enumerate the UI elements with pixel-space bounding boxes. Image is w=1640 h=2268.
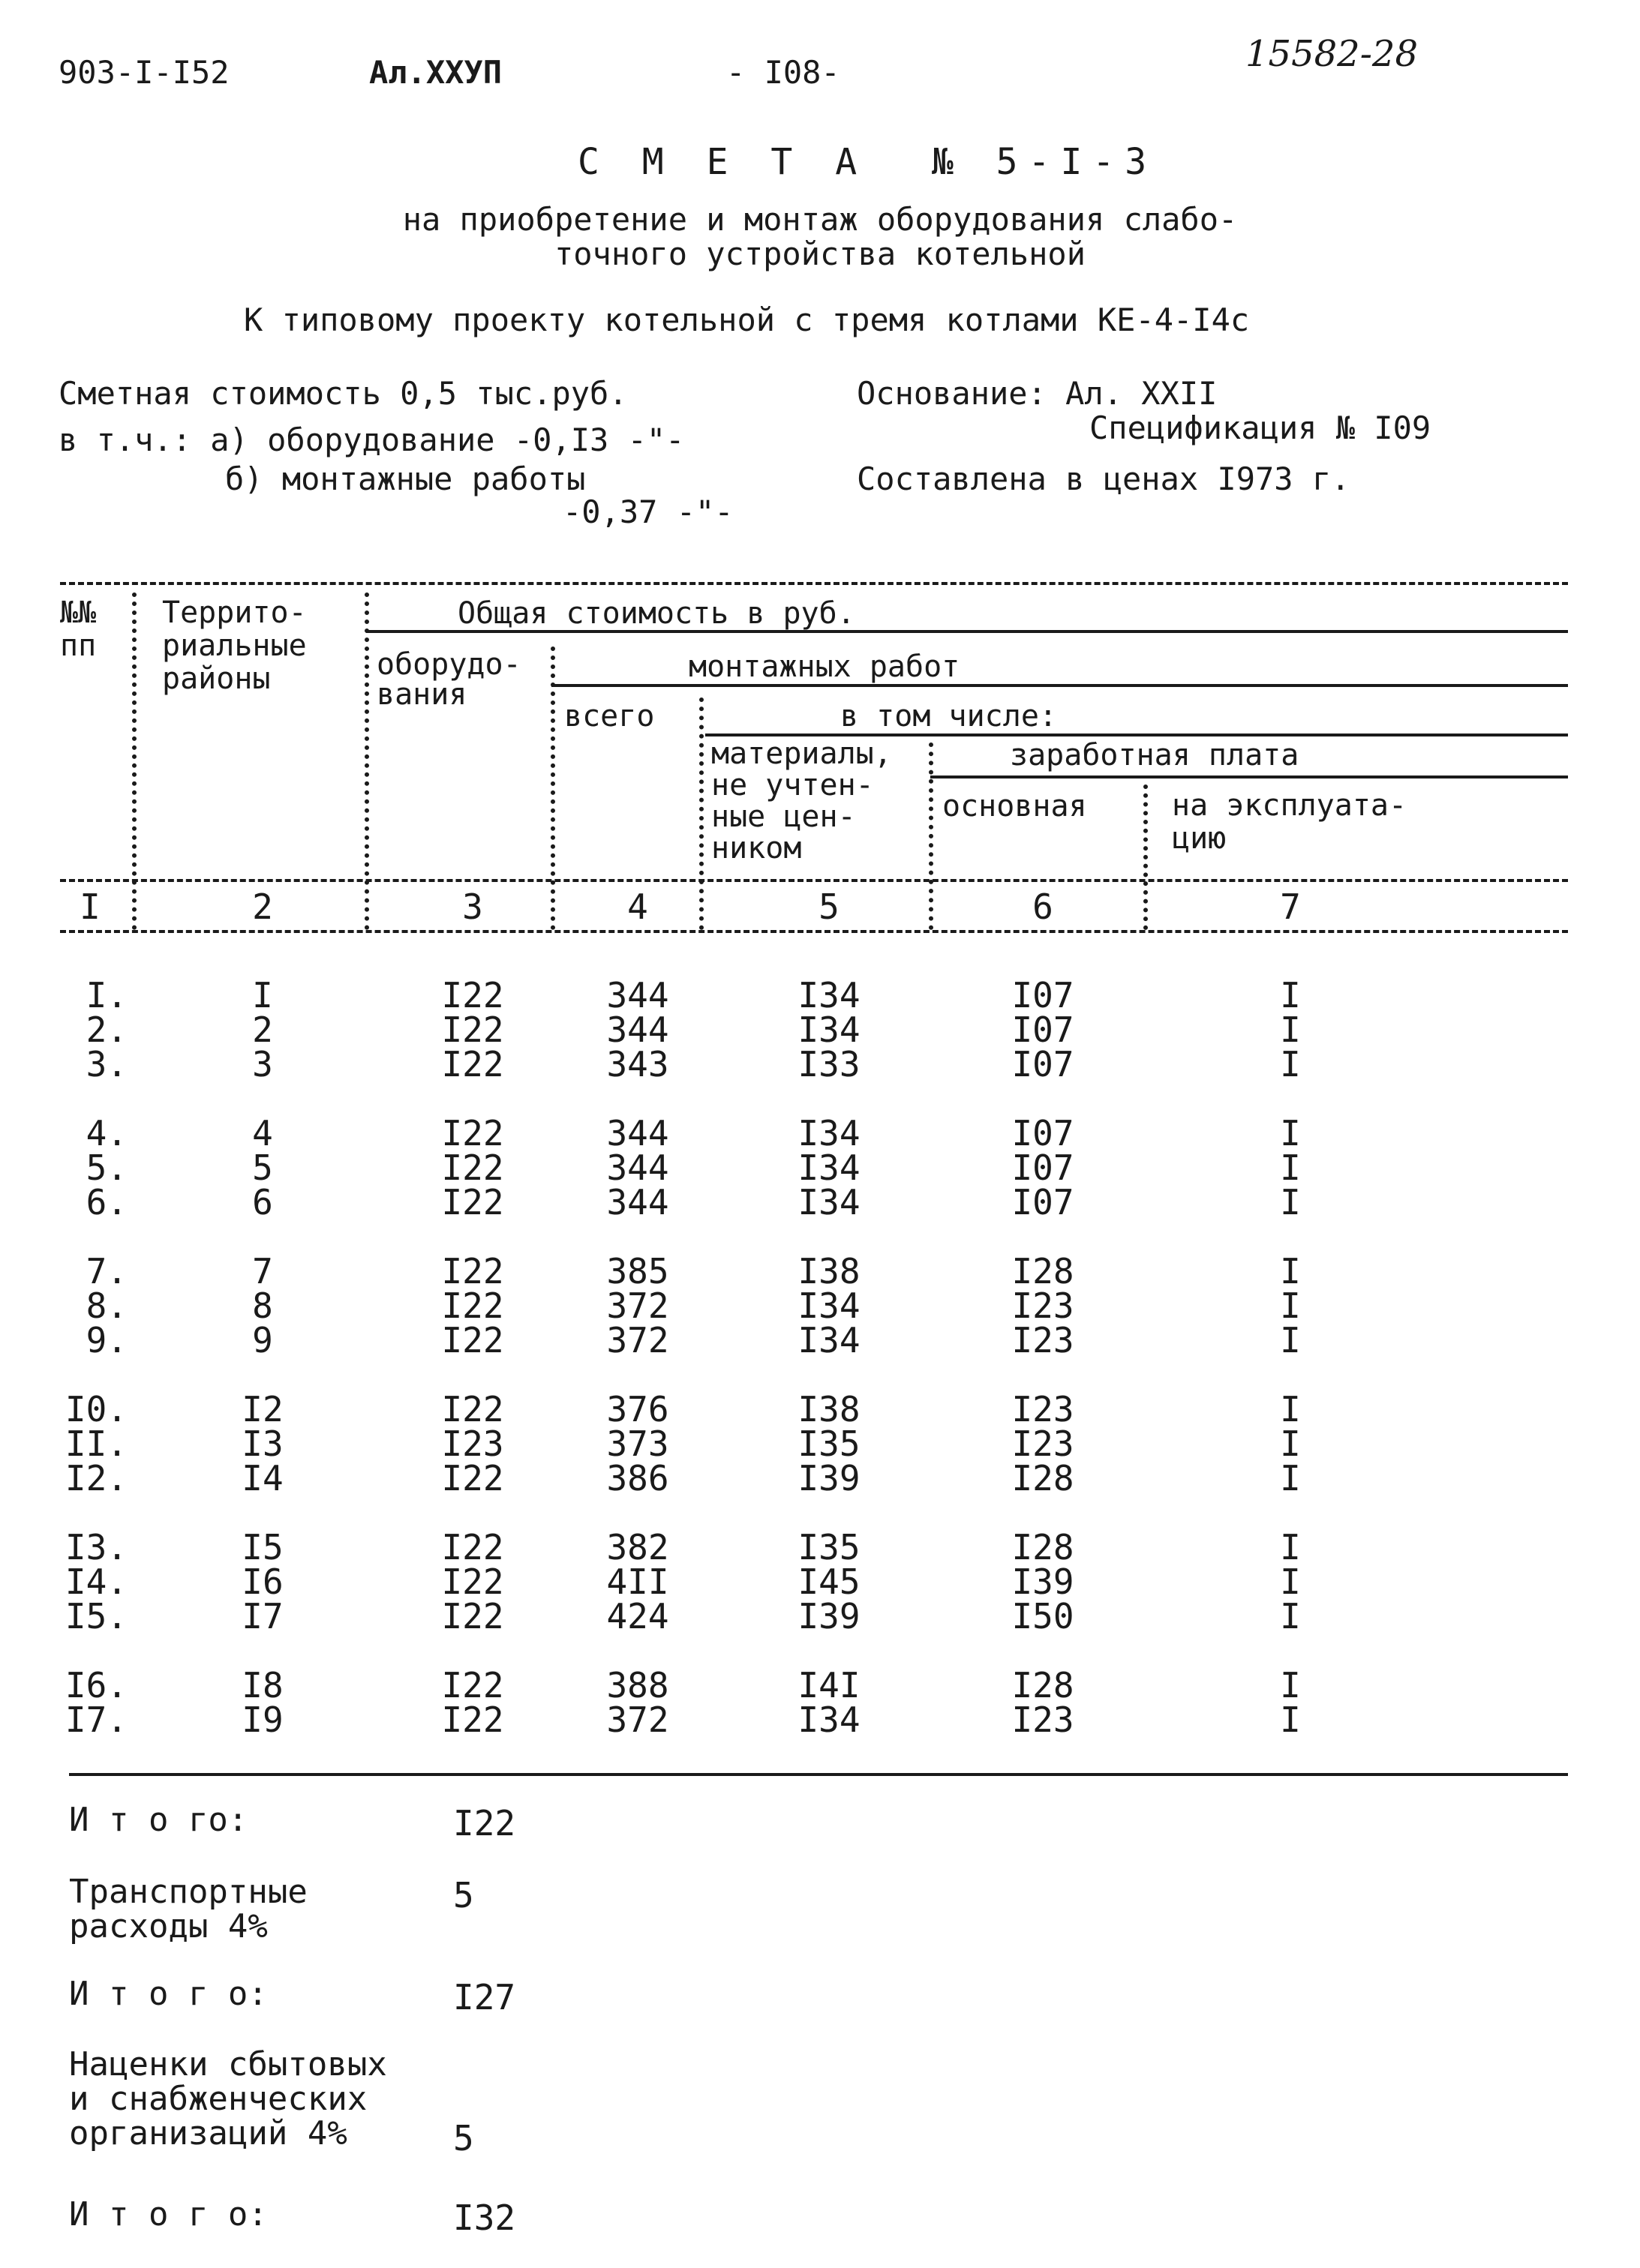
table-cell: I23 <box>1011 1424 1074 1464</box>
table-cell: 385 <box>606 1251 669 1292</box>
table-cell: I23 <box>1011 1320 1074 1360</box>
table-cell: I <box>1280 1562 1301 1602</box>
col-sep-1 <box>132 592 137 930</box>
table-cell: I28 <box>1011 1458 1074 1498</box>
table-cell: I39 <box>797 1596 861 1636</box>
table-cell: I34 <box>797 1320 861 1360</box>
table-cell: I <box>1280 1389 1301 1430</box>
header-rule-4 <box>930 776 1568 778</box>
title-line-2: точного устройства котельной <box>554 236 1086 272</box>
table-cell: I22 <box>441 1665 504 1706</box>
table-cell: 373 <box>606 1424 669 1464</box>
table-cell: 4II <box>606 1562 669 1602</box>
table-cell: 382 <box>606 1527 669 1568</box>
header-bottom-border <box>60 879 1568 882</box>
column-number: 2 <box>252 886 273 927</box>
table-cell: I <box>1280 1251 1301 1292</box>
table-cell: I22 <box>441 1251 504 1292</box>
col-sep-5 <box>929 742 933 930</box>
total-value: 5 <box>453 1875 474 1916</box>
col-sep-3 <box>551 646 555 930</box>
header-wage-operation: на эксплуата- цию <box>1172 788 1407 856</box>
table-cell: I <box>1280 1320 1301 1360</box>
table-cell: I22 <box>441 975 504 1016</box>
table-cell: I5 <box>242 1527 284 1568</box>
table-cell: 2 <box>252 1010 273 1050</box>
table-cell: I7 <box>242 1596 284 1636</box>
table-cell: 343 <box>606 1044 669 1084</box>
table-cell: I33 <box>797 1044 861 1084</box>
table-cell: I22 <box>441 1700 504 1740</box>
table-cell: I <box>1280 1665 1301 1706</box>
table-cell: I <box>1280 975 1301 1016</box>
table-cell: 372 <box>606 1286 669 1326</box>
total-label: И т о г о: <box>69 1975 268 2013</box>
header-region: Террито- риальные районы <box>162 596 307 696</box>
handwritten-number: 15582-28 <box>1245 33 1418 75</box>
table-cell: 344 <box>606 1182 669 1222</box>
table-cell: 388 <box>606 1665 669 1706</box>
table-cell: I28 <box>1011 1527 1074 1568</box>
table-cell: 376 <box>606 1389 669 1430</box>
table-cell: I22 <box>441 1044 504 1084</box>
colnum-bottom-border <box>60 930 1568 933</box>
table-cell: I22 <box>441 1389 504 1430</box>
header-wage-base: основная <box>942 789 1087 824</box>
table-cell: 424 <box>606 1596 669 1636</box>
col-sep-4 <box>699 698 704 930</box>
header-mounting: монтажных работ <box>689 650 960 684</box>
column-number: 7 <box>1280 886 1301 927</box>
table-cell: I <box>1280 1527 1301 1568</box>
table-cell: I <box>1280 1044 1301 1084</box>
table-cell: 9 <box>252 1320 273 1360</box>
table-cell: I4I <box>797 1665 861 1706</box>
table-cell: I28 <box>1011 1251 1074 1292</box>
row-number: I4. <box>65 1562 128 1602</box>
table-cell: I22 <box>441 1596 504 1636</box>
estimated-cost: Сметная стоимость 0,5 тыс.руб. <box>59 375 628 412</box>
project-line: К типовому проекту котельной с тремя котлами КЕ-4-I4с <box>244 302 1250 338</box>
col-sep-2 <box>365 592 369 930</box>
table-cell: 344 <box>606 1010 669 1050</box>
column-number: 3 <box>462 886 483 927</box>
table-cell: I34 <box>797 1286 861 1326</box>
table-cell: 6 <box>252 1182 273 1222</box>
row-number: I2. <box>65 1458 128 1498</box>
table-cell: I22 <box>441 1010 504 1050</box>
table-cell: I22 <box>441 1286 504 1326</box>
total-label: Наценки сбытовых и снабженческих организаций 4% <box>69 2045 387 2152</box>
table-cell: I23 <box>1011 1700 1074 1740</box>
total-label: И т о го: <box>69 1801 248 1839</box>
row-number: I6. <box>65 1665 128 1706</box>
table-cell: I2 <box>242 1389 284 1430</box>
header-materials: материалы, не учтен- ные цен- ником <box>711 736 892 866</box>
total-value: I22 <box>453 1803 516 1844</box>
row-number: 3. <box>86 1044 128 1084</box>
table-cell: I22 <box>441 1458 504 1498</box>
row-number: I5. <box>65 1596 128 1636</box>
table-cell: I28 <box>1011 1665 1074 1706</box>
table-cell: 8 <box>252 1286 273 1326</box>
incl-equipment: в т.ч.: а) оборудование -0,I3 -"- <box>59 422 685 458</box>
table-cell: I34 <box>797 1113 861 1154</box>
table-cell: I22 <box>441 1182 504 1222</box>
table-cell: I07 <box>1011 1113 1074 1154</box>
table-cell: I38 <box>797 1251 861 1292</box>
table-cell: I39 <box>797 1458 861 1498</box>
album-number: Ал.XXУП <box>369 54 503 91</box>
row-number: 2. <box>86 1010 128 1050</box>
table-cell: I34 <box>797 975 861 1016</box>
price-year: Составлена в ценах I973 г. <box>857 460 1350 497</box>
header-total-cost: Общая стоимость в руб. <box>458 596 855 631</box>
table-cell: I45 <box>797 1562 861 1602</box>
column-number: 4 <box>627 886 648 927</box>
row-number: I7. <box>65 1700 128 1740</box>
row-number: I. <box>86 975 128 1016</box>
total-value: I27 <box>453 1977 516 2018</box>
table-cell: I35 <box>797 1424 861 1464</box>
incl-mounting: б) монтажные работы <box>225 460 586 497</box>
table-cell: I <box>252 975 273 1016</box>
table-cell: I23 <box>1011 1286 1074 1326</box>
table-cell: 3 <box>252 1044 273 1084</box>
table-cell: I <box>1280 1458 1301 1498</box>
table-cell: 344 <box>606 1148 669 1188</box>
row-number: 9. <box>86 1320 128 1360</box>
row-number: 4. <box>86 1113 128 1154</box>
table-cell: I34 <box>797 1700 861 1740</box>
table-cell: I38 <box>797 1389 861 1430</box>
table-cell: I <box>1280 1596 1301 1636</box>
table-cell: 7 <box>252 1251 273 1292</box>
table-top-border <box>60 582 1568 585</box>
row-number: 8. <box>86 1286 128 1326</box>
total-value: I32 <box>453 2198 516 2238</box>
basis: Основание: Ал. XXII <box>857 375 1218 412</box>
table-cell: I <box>1280 1148 1301 1188</box>
table-cell: 372 <box>606 1700 669 1740</box>
row-number: 5. <box>86 1148 128 1188</box>
total-label: Транспортные расходы 4% <box>69 1873 308 1946</box>
specification: Спецификация № I09 <box>1089 410 1431 446</box>
total-label: И т о г о: <box>69 2195 268 2234</box>
table-cell: 4 <box>252 1113 273 1154</box>
table-cell: I23 <box>441 1424 504 1464</box>
table-cell: I <box>1280 1010 1301 1050</box>
table-cell: I22 <box>441 1113 504 1154</box>
column-number: 6 <box>1032 886 1053 927</box>
table-cell: I22 <box>441 1320 504 1360</box>
table-cell: I34 <box>797 1010 861 1050</box>
table-cell: I50 <box>1011 1596 1074 1636</box>
page-number: - I08- <box>726 54 840 91</box>
table-cell: I22 <box>441 1527 504 1568</box>
table-cell: I07 <box>1011 1044 1074 1084</box>
table-cell: 344 <box>606 1113 669 1154</box>
header-wage: заработная плата <box>1010 738 1299 772</box>
table-cell: I07 <box>1011 975 1074 1016</box>
table-bottom-rule <box>69 1773 1568 1776</box>
row-number: 7. <box>86 1251 128 1292</box>
document-title: С М Е Т А № 5-I-3 <box>578 141 1158 183</box>
table-cell: I3 <box>242 1424 284 1464</box>
column-number: I <box>80 886 101 927</box>
header-num: №№ пп <box>60 596 97 663</box>
table-cell: I <box>1280 1286 1301 1326</box>
table-cell: I23 <box>1011 1389 1074 1430</box>
row-number: I3. <box>65 1527 128 1568</box>
table-cell: I34 <box>797 1182 861 1222</box>
table-cell: I <box>1280 1113 1301 1154</box>
total-value: 5 <box>453 2118 474 2158</box>
table-cell: 5 <box>252 1148 273 1188</box>
table-cell: 386 <box>606 1458 669 1498</box>
table-cell: I35 <box>797 1527 861 1568</box>
table-cell: I07 <box>1011 1010 1074 1050</box>
row-number: II. <box>65 1424 128 1464</box>
header-including: в том числе: <box>840 699 1057 734</box>
column-number: 5 <box>818 886 840 927</box>
table-cell: I22 <box>441 1562 504 1602</box>
header-equipment: оборудо- вания <box>377 647 521 712</box>
doc-code: 903-I-I52 <box>59 54 230 91</box>
incl-mounting-value: -0,37 -"- <box>563 494 734 530</box>
title-line-1: на приобретение и монтаж оборудования слабо- <box>402 201 1238 238</box>
table-cell: I07 <box>1011 1148 1074 1188</box>
table-cell: I <box>1280 1424 1301 1464</box>
col-sep-6 <box>1143 784 1148 930</box>
table-cell: 344 <box>606 975 669 1016</box>
header-all: всего <box>564 699 655 734</box>
table-cell: I34 <box>797 1148 861 1188</box>
table-cell: I <box>1280 1700 1301 1740</box>
row-number: I0. <box>65 1389 128 1430</box>
table-cell: I6 <box>242 1562 284 1602</box>
table-cell: I9 <box>242 1700 284 1740</box>
table-cell: 372 <box>606 1320 669 1360</box>
table-cell: I8 <box>242 1665 284 1706</box>
table-cell: I4 <box>242 1458 284 1498</box>
header-rule-2 <box>551 684 1568 687</box>
table-cell: I <box>1280 1182 1301 1222</box>
table-cell: I39 <box>1011 1562 1074 1602</box>
row-number: 6. <box>86 1182 128 1222</box>
table-cell: I07 <box>1011 1182 1074 1222</box>
table-cell: I22 <box>441 1148 504 1188</box>
